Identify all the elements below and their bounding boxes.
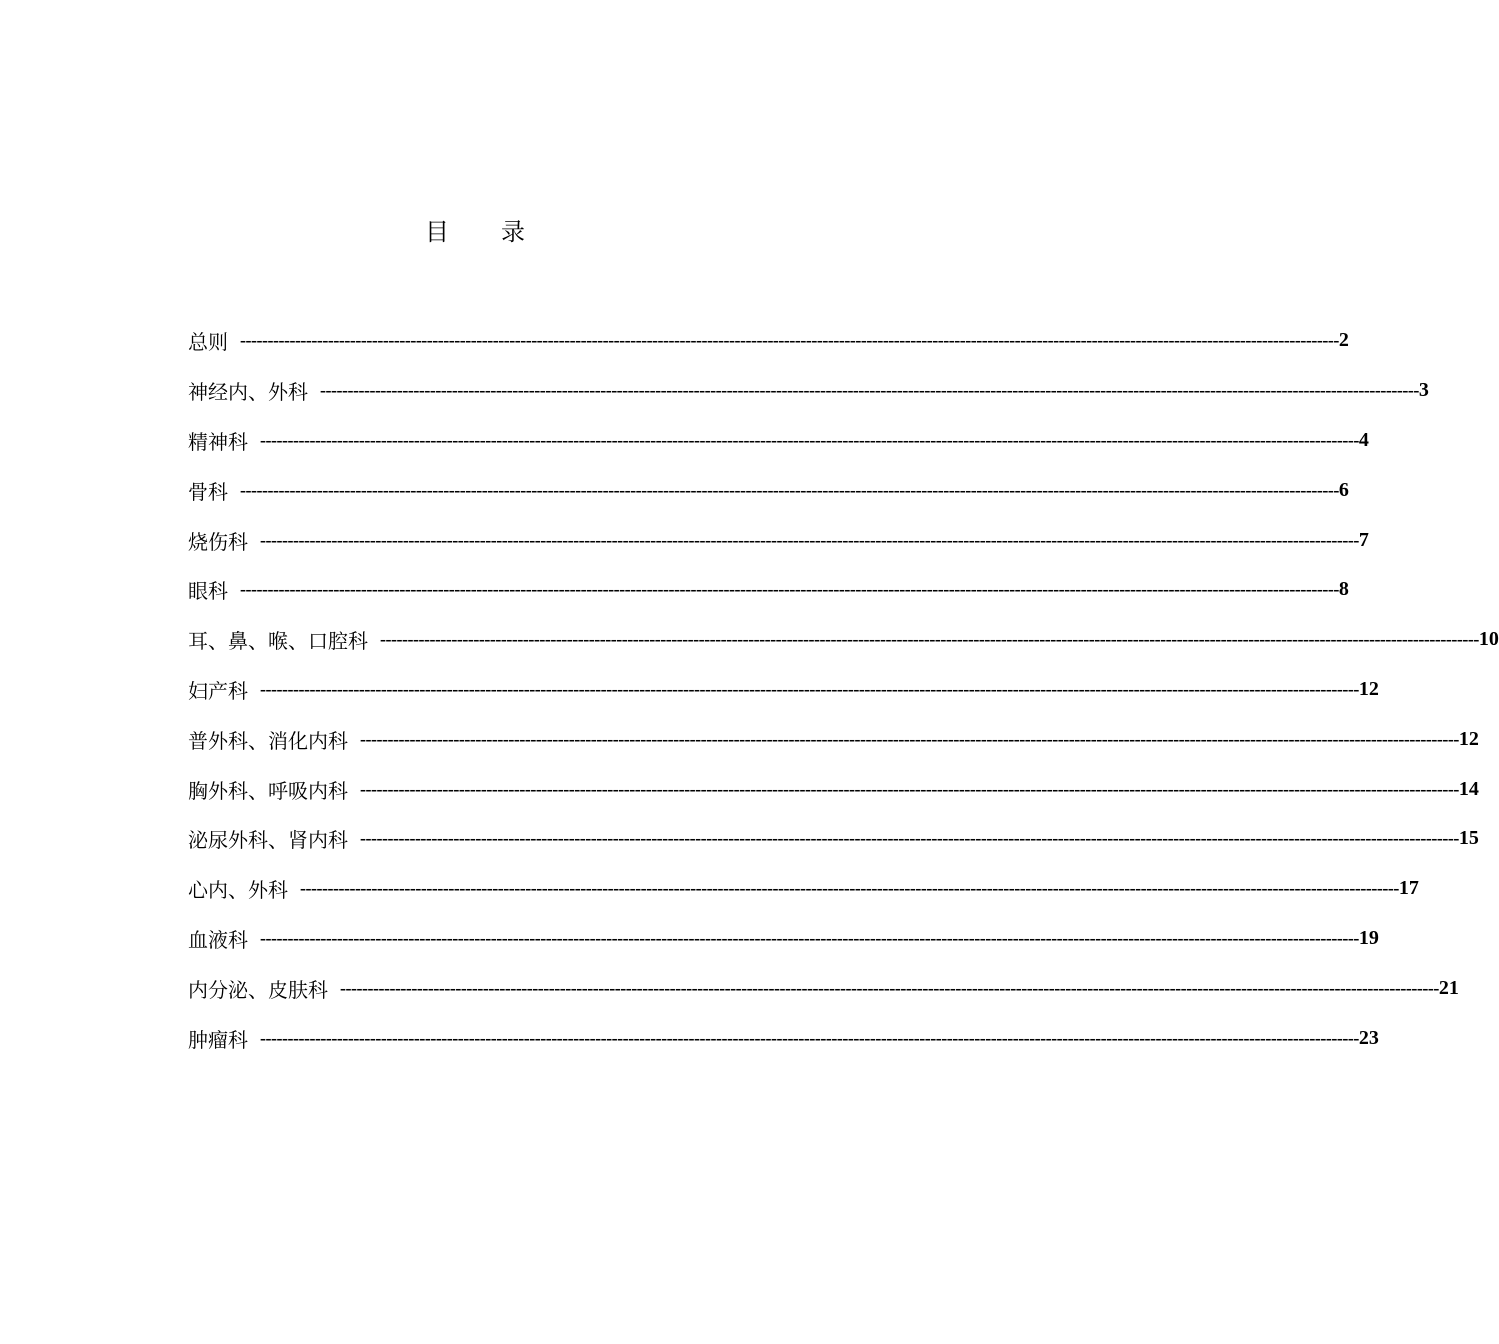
toc-entry-label: 眼科 <box>188 579 228 604</box>
toc-entry[interactable] <box>188 1013 1379 1063</box>
toc-entry[interactable] <box>188 316 1349 366</box>
toc-entry[interactable] <box>188 963 1459 1013</box>
toc-entry-page-number: 3 <box>1418 379 1429 402</box>
toc-entry-label: 普外科、消化内科 <box>188 728 348 753</box>
toc-entry[interactable] <box>188 615 1499 665</box>
toc-entry-label: 烧伤科 <box>188 529 248 554</box>
toc-entry-page-number: 12 <box>1358 677 1379 700</box>
toc-dot-leader: -------------------------------------------------------------------------------------------------------------------------------------------------------------------------------------------------------- <box>240 579 1339 600</box>
toc-entry-page-number: 8 <box>1338 578 1349 601</box>
toc-entry-label: 泌尿外科、肾内科 <box>188 828 348 853</box>
toc-dot-leader: -------------------------------------------------------------------------------------------------------------------------------------------------------------------------------------------------------- <box>300 878 1399 899</box>
toc-entry-label: 内分泌、皮肤科 <box>188 977 328 1002</box>
toc-dot-leader: -------------------------------------------------------------------------------------------------------------------------------------------------------------------------------------------------------- <box>240 330 1339 351</box>
toc-entry-label: 总则 <box>188 330 228 355</box>
toc-entry[interactable] <box>188 864 1419 914</box>
toc-entry-page-number: 10 <box>1478 628 1499 651</box>
toc-dot-leader: -------------------------------------------------------------------------------------------------------------------------------------------------------------------------------------------------------- <box>260 429 1359 450</box>
toc-entry-page-number: 4 <box>1358 428 1369 451</box>
toc-dot-leader: -------------------------------------------------------------------------------------------------------------------------------------------------------------------------------------------------------- <box>380 629 1479 650</box>
toc-entry[interactable] <box>188 764 1479 814</box>
toc-entry[interactable] <box>188 465 1349 515</box>
toc-entry-label: 骨科 <box>188 479 228 504</box>
toc-dot-leader: -------------------------------------------------------------------------------------------------------------------------------------------------------------------------------------------------------- <box>260 1027 1359 1048</box>
toc-dot-leader: -------------------------------------------------------------------------------------------------------------------------------------------------------------------------------------------------------- <box>260 529 1359 550</box>
toc-entry-page-number: 23 <box>1358 1026 1379 1049</box>
toc-entry-page-number: 2 <box>1338 329 1349 352</box>
page-title-char-1: 目 <box>425 218 449 246</box>
toc-entry-label: 精神科 <box>188 429 248 454</box>
toc-entry-label: 血液科 <box>188 927 248 952</box>
toc-entry-page-number: 7 <box>1358 528 1369 551</box>
toc-entry-page-number: 19 <box>1358 926 1379 949</box>
toc-entry-page-number: 12 <box>1458 727 1479 750</box>
toc-entry-label: 肿瘤科 <box>188 1027 248 1052</box>
toc-entry[interactable] <box>188 914 1379 964</box>
toc-entry-label: 妇产科 <box>188 678 248 703</box>
toc-entry-page-number: 21 <box>1438 976 1459 999</box>
toc-dot-leader: -------------------------------------------------------------------------------------------------------------------------------------------------------------------------------------------------------- <box>320 380 1419 401</box>
toc-entry-page-number: 6 <box>1338 478 1349 501</box>
toc-entry[interactable] <box>188 515 1369 565</box>
toc-dot-leader: -------------------------------------------------------------------------------------------------------------------------------------------------------------------------------------------------------- <box>340 977 1439 998</box>
toc-entry[interactable] <box>188 416 1369 466</box>
toc-entry[interactable] <box>188 814 1479 864</box>
toc-entry-label: 神经内、外科 <box>188 380 308 405</box>
toc-dot-leader: -------------------------------------------------------------------------------------------------------------------------------------------------------------------------------------------------------- <box>360 778 1459 799</box>
toc-entry-label: 耳、鼻、喉、口腔科 <box>188 629 368 654</box>
page-title <box>0 214 950 250</box>
toc-dot-leader: -------------------------------------------------------------------------------------------------------------------------------------------------------------------------------------------------------- <box>240 479 1339 500</box>
toc-entry[interactable] <box>188 565 1349 615</box>
toc-dot-leader: -------------------------------------------------------------------------------------------------------------------------------------------------------------------------------------------------------- <box>360 728 1459 749</box>
toc-entry[interactable] <box>188 714 1479 764</box>
toc-dot-leader: -------------------------------------------------------------------------------------------------------------------------------------------------------------------------------------------------------- <box>360 828 1459 849</box>
toc-entry-label: 心内、外科 <box>188 878 288 903</box>
toc-entry-page-number: 17 <box>1398 877 1419 900</box>
toc-entry[interactable] <box>188 665 1379 715</box>
toc-entry[interactable] <box>188 366 1429 416</box>
table-of-contents <box>188 316 1499 1063</box>
toc-entry-page-number: 15 <box>1458 827 1479 850</box>
toc-entry-page-number: 14 <box>1458 777 1479 800</box>
toc-entry-label: 胸外科、呼吸内科 <box>188 778 348 803</box>
toc-dot-leader: -------------------------------------------------------------------------------------------------------------------------------------------------------------------------------------------------------- <box>260 927 1359 948</box>
page-title-char-2: 录 <box>501 218 525 246</box>
toc-dot-leader: -------------------------------------------------------------------------------------------------------------------------------------------------------------------------------------------------------- <box>260 678 1359 699</box>
